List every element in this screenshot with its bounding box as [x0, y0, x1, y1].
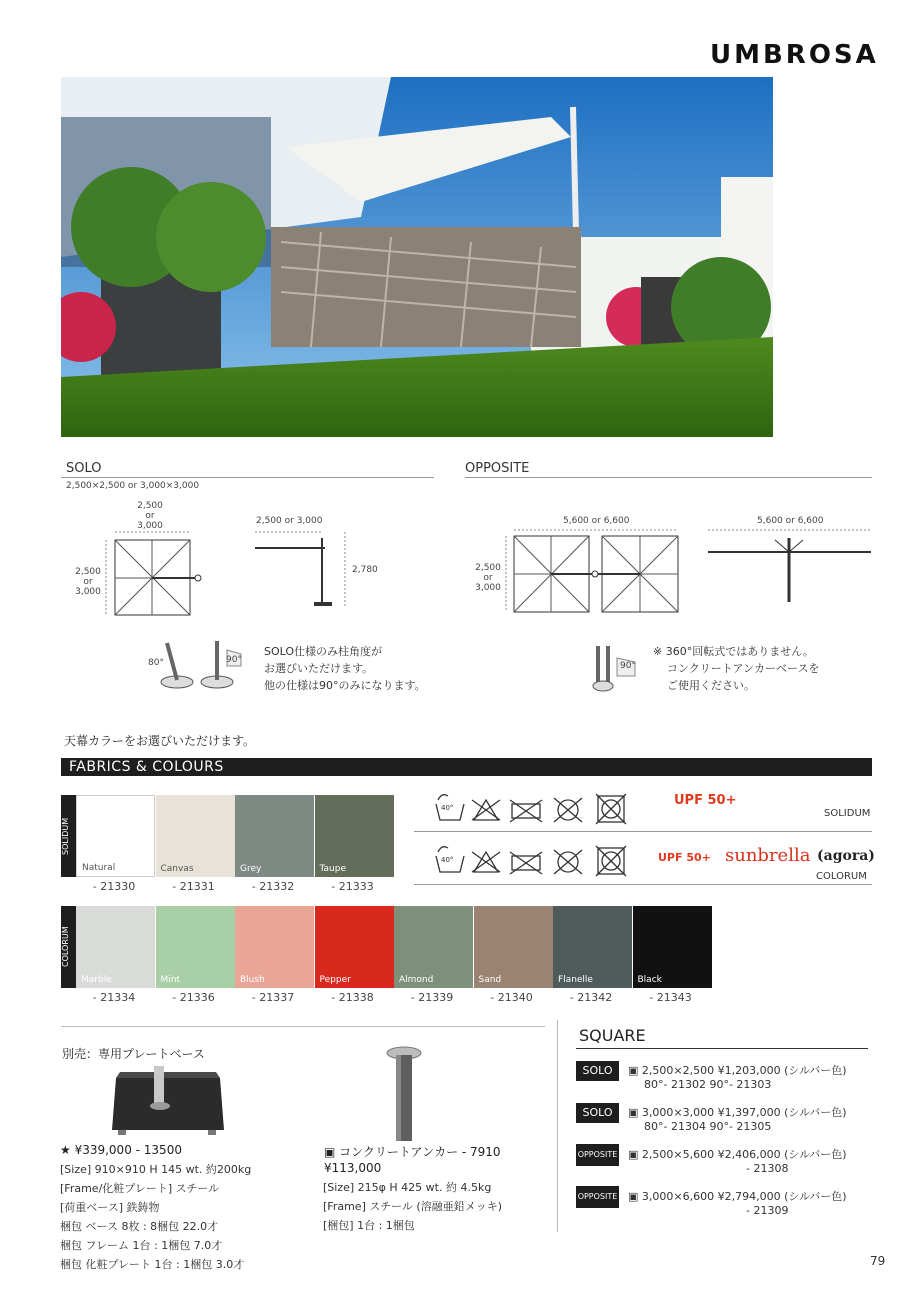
solidum-side-label: SOLIDUM: [61, 795, 76, 877]
opposite-title: OPPOSITE: [465, 461, 530, 476]
swatch-black: [633, 906, 712, 988]
care-divider-2: [414, 884, 872, 885]
plate-base-title: 別売：専用プレートベース: [62, 1047, 205, 1061]
plate-base-specs: [Size] 910×910 H 145 wt. 約200kg [Frame/化粧プレート] スチール [荷重ベース] 鉄鋳物 梱包 ベース 8枚 : 8梱包 22.0才 梱包 フレーム 1台 : 1梱包 7.0才 梱包 化粧プレート 1台 : 1梱包 3.0才: [60, 1163, 252, 1271]
anchor-title: ▣ コンクリートアンカー - 7910: [324, 1145, 501, 1159]
swatch-name: Blush: [240, 975, 265, 985]
accessory-rule: [61, 1026, 545, 1027]
swatch-mint: [156, 906, 235, 988]
swatch-name: Black: [637, 975, 662, 985]
swatch-name: Sand: [478, 975, 502, 985]
square-row-1: ▣ 2,500×2,500 ¥1,203,000 (シルバー色) 80°- 21302 90°- 21303: [628, 1064, 847, 1091]
swatch-taupe: [315, 795, 394, 877]
agora-logo: (agora): [817, 848, 875, 864]
solo-height-dim: 2,780: [352, 565, 378, 575]
opposite-side-dim: 5,600 or 6,600: [757, 516, 824, 526]
swatch-code: - 21337: [251, 991, 295, 1004]
plate-base-image: [108, 1064, 230, 1140]
swatch-code: - 21332: [251, 880, 295, 893]
swatch-code: - 21336: [172, 991, 215, 1004]
solo-top-dim: 2,500 or 3,000: [137, 501, 163, 531]
colorum-upf-badge: UPF 50+: [658, 851, 711, 864]
page-number: 79: [870, 1254, 886, 1268]
swatch-name: Pepper: [319, 975, 351, 985]
swatch-blush: [235, 906, 314, 988]
swatch-name: Marble: [81, 975, 112, 985]
square-row-2: ▣ 3,000×3,000 ¥1,397,000 (シルバー色) 80°- 21304 90°- 21305: [628, 1106, 847, 1133]
swatch-almond: [394, 906, 473, 988]
opposite-angle-90: 90°: [620, 661, 636, 671]
opposite-rule: [465, 477, 872, 478]
solo-plan-diagram: [100, 528, 220, 618]
square-row-3: ▣ 2,500×5,600 ¥2,406,000 (シルバー色) - 21308: [628, 1148, 847, 1175]
colorum-wash-temp: 40°: [441, 856, 454, 864]
solidum-upf-badge: UPF 50+: [674, 793, 737, 808]
swatch-name: Flanelle: [558, 975, 593, 985]
swatch-name: Taupe: [319, 864, 346, 874]
swatch-name: Almond: [399, 975, 434, 985]
opposite-angle-diagram: [585, 642, 645, 698]
solidum-wash-temp: 40°: [441, 804, 454, 812]
anchor-price: ¥113,000: [324, 1161, 382, 1175]
colorum-care-icons: [432, 838, 632, 878]
swatch-name: Mint: [160, 975, 180, 985]
swatch-sand: [474, 906, 553, 988]
column-divider: [557, 1020, 558, 1232]
swatch-code: - 21331: [172, 880, 215, 893]
swatch-marble: [76, 906, 155, 988]
swatch-code: - 21340: [490, 991, 533, 1004]
solo-rule: [61, 477, 434, 478]
square-title: SQUARE: [579, 1026, 646, 1045]
swatch-name: Natural: [82, 863, 116, 873]
square-rule: [576, 1048, 868, 1049]
opposite-top-dim: 5,600 or 6,600: [563, 516, 630, 526]
anchor-specs: [Size] 215φ H 425 wt. 約 4.5kg [Frame] スチール (溶融亜鉛メッキ) [梱包] 1台 : 1梱包: [323, 1181, 502, 1232]
opposite-plan-diagram: [500, 526, 682, 616]
swatch-natural: [76, 795, 155, 877]
square-tag-2: SOLO: [576, 1103, 619, 1123]
solo-left-dim: 2,500 or 3,000: [75, 567, 101, 597]
square-tag-4: OPPOSITE: [576, 1186, 619, 1208]
swatch-code: - 21342: [569, 991, 613, 1004]
colorum-caption: COLORUM: [816, 871, 867, 882]
swatch-name: Canvas: [160, 864, 194, 874]
opposite-side-diagram: [705, 526, 875, 606]
square-tag-3: OPPOSITE: [576, 1144, 619, 1166]
solidum-caption: SOLIDUM: [824, 808, 871, 819]
hero-photo: [61, 77, 773, 437]
solo-sizes: 2,500×2,500 or 3,000×3,000: [66, 481, 200, 491]
fabrics-header: FABRICS & COLOURS: [61, 758, 872, 776]
solo-side-diagram: [250, 528, 350, 610]
solo-title: SOLO: [66, 461, 102, 476]
solo-note: SOLO仕様のみ柱角度が お選びいただけます。 他の仕様は90°のみになります。: [264, 645, 426, 692]
swatch-code: - 21338: [331, 991, 374, 1004]
square-row-4: ▣ 3,000×6,600 ¥2,794,000 (シルバー色) - 21309: [628, 1190, 847, 1217]
opposite-left-dim: 2,500 or 3,000: [475, 563, 501, 593]
swatch-code: - 21339: [410, 991, 454, 1004]
swatch-pepper: [315, 906, 394, 988]
colorum-side-label: COLORUM: [61, 906, 76, 988]
sunbrella-logo: sunbrella: [725, 845, 811, 866]
swatch-canvas: [156, 795, 235, 877]
solidum-care-icons: [432, 786, 632, 826]
fabric-intro: 天幕カラーをお選びいただけます。: [64, 734, 256, 748]
brand-logo: UMBROSA: [710, 40, 879, 70]
solo-angle-80: 80°: [148, 658, 164, 668]
swatch-code: - 21330: [92, 880, 136, 893]
anchor-image: [384, 1043, 424, 1143]
swatch-grey: [235, 795, 314, 877]
plate-base-price: ★ ¥339,000 - 13500: [60, 1143, 182, 1157]
swatch-code: - 21333: [331, 880, 374, 893]
opposite-note: ※ 360°回転式ではありません。 コンクリートアンカーベースを ご使用ください。: [653, 645, 820, 692]
swatch-code: - 21334: [92, 991, 136, 1004]
swatch-code: - 21343: [649, 991, 692, 1004]
solo-angle-90: 90°: [226, 655, 242, 665]
swatch-name: Grey: [240, 864, 262, 874]
care-divider-1: [414, 831, 872, 832]
square-tag-1: SOLO: [576, 1061, 619, 1081]
solo-side-dim: 2,500 or 3,000: [256, 516, 323, 526]
swatch-flanelle: [553, 906, 632, 988]
